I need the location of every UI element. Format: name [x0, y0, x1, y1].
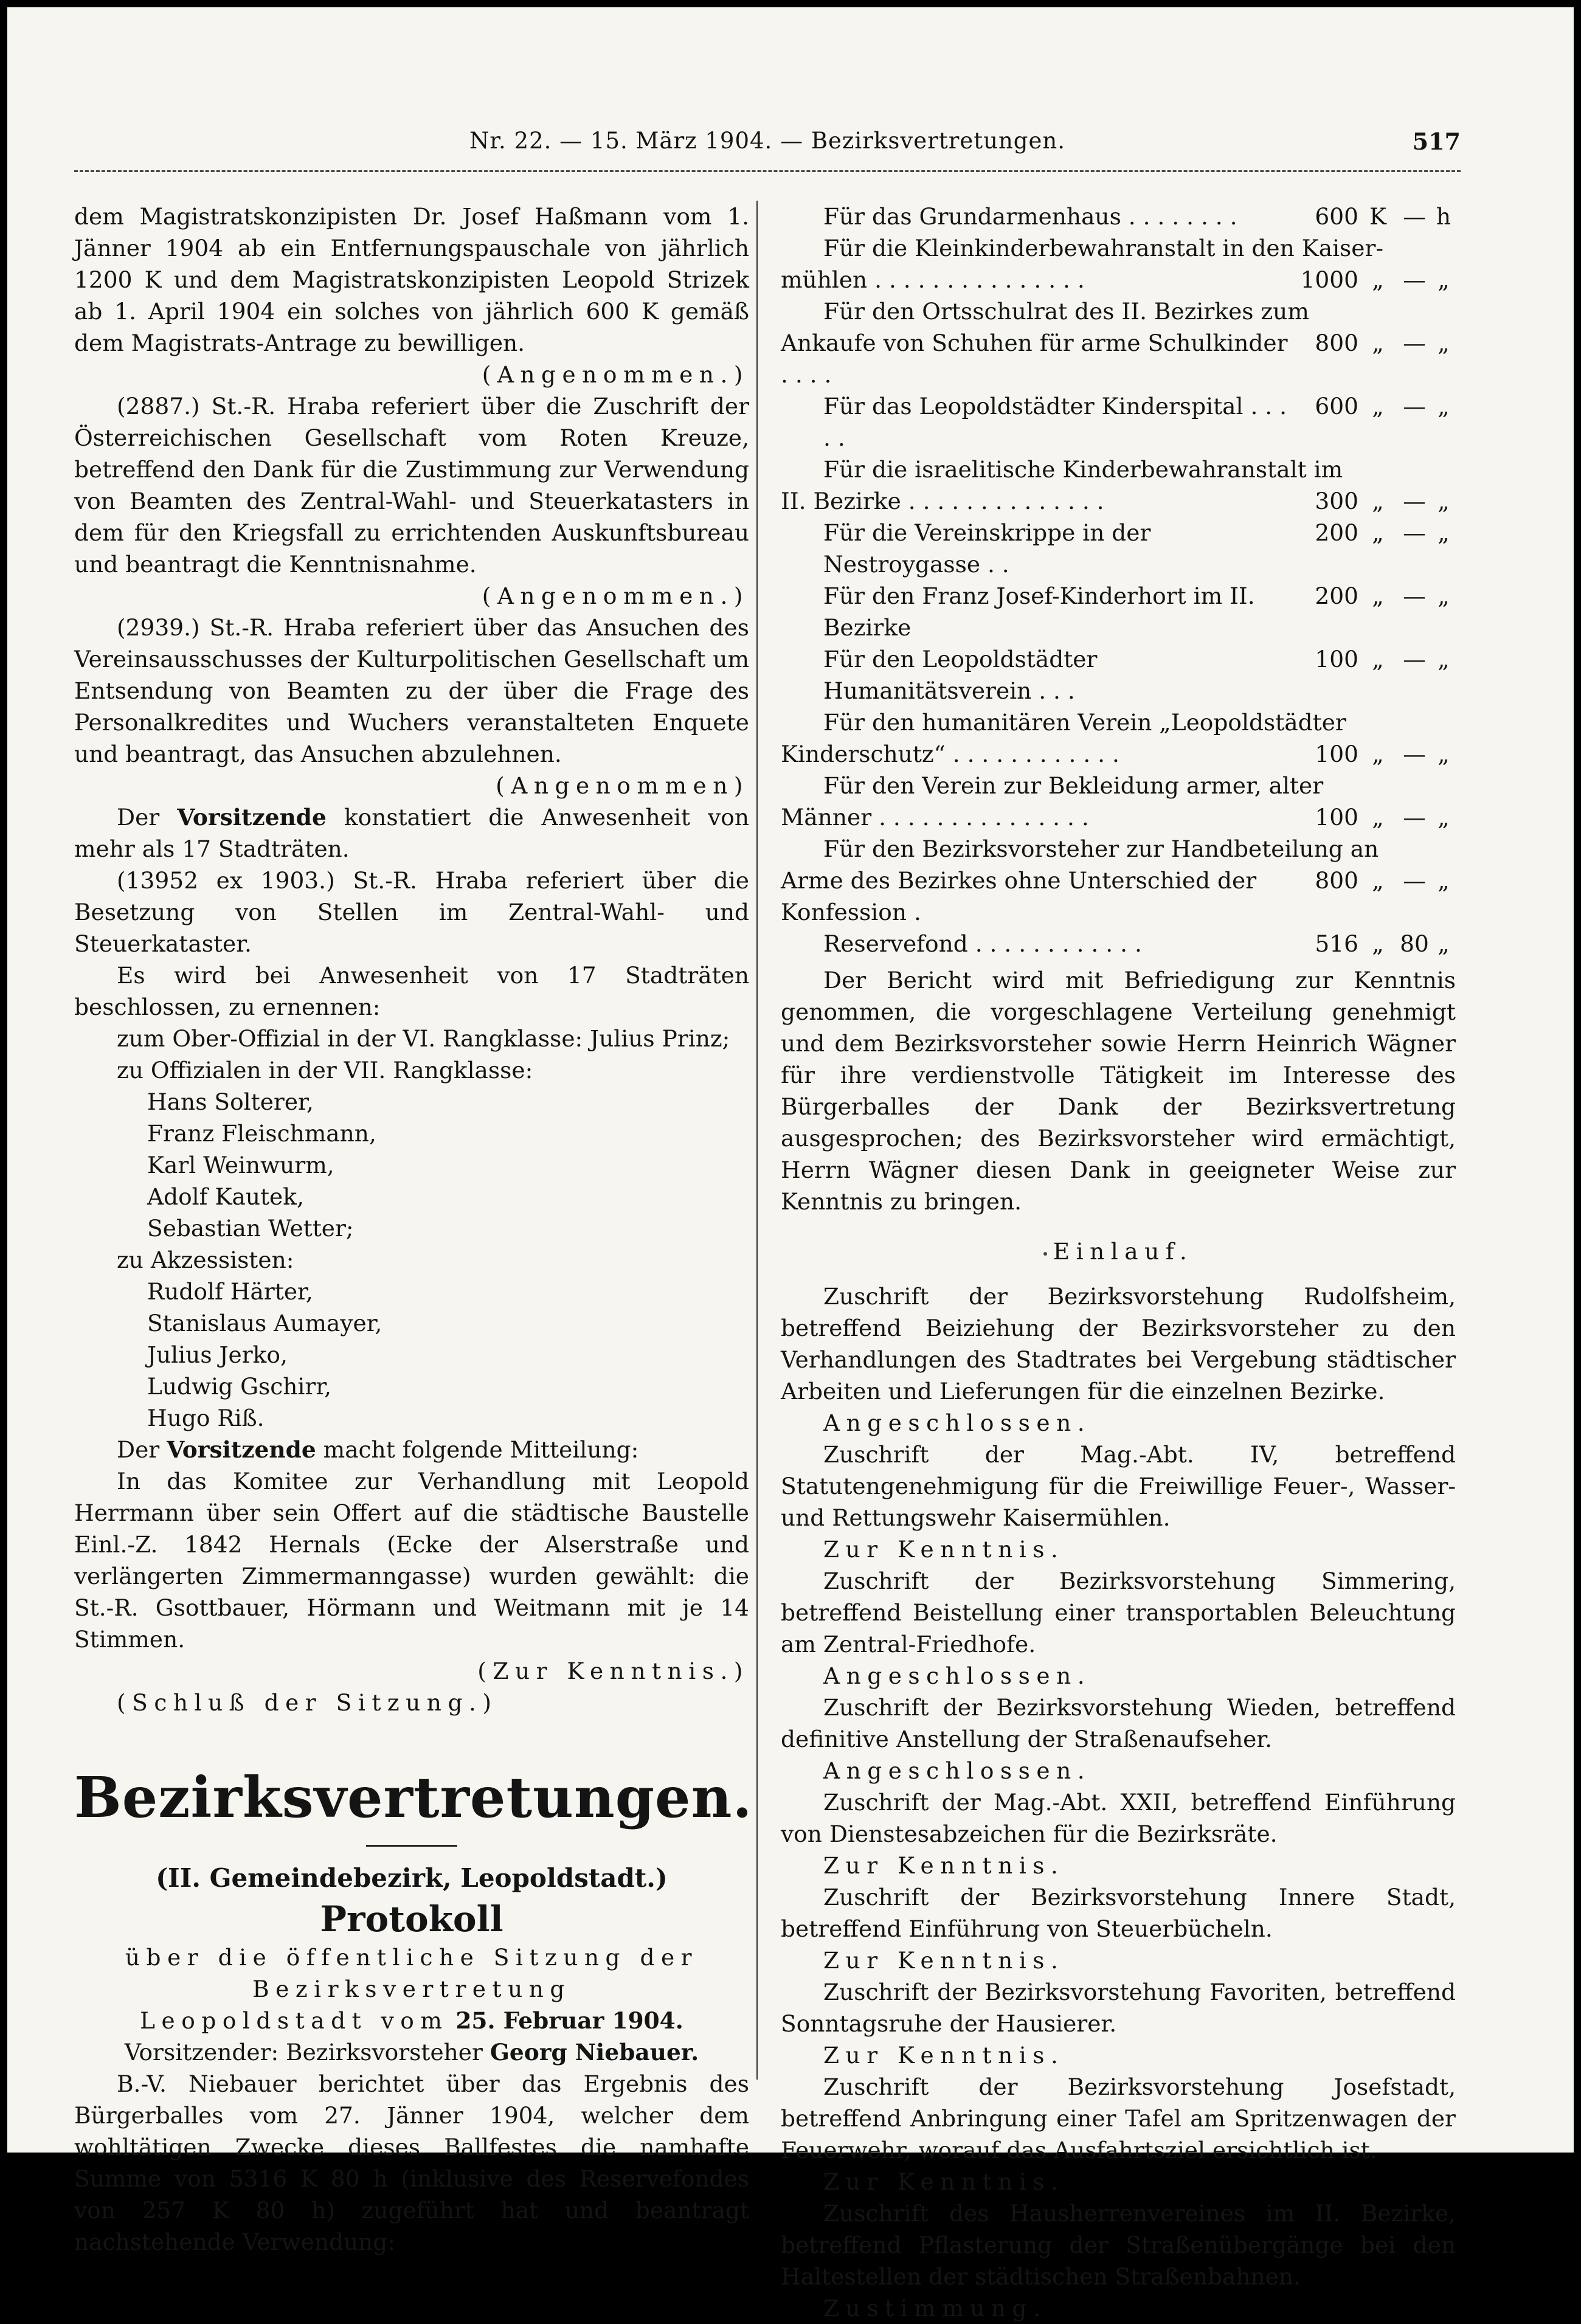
- paragraph: (2887.) St.-R. Hraba referiert über die Zuschrift der Österreichischen Gesellschaft vom Roten Kreuze, betreffend den Dank für die Zustimmung zur Verwendung von Beamten des Zentral-Wahl- und Steuerkatasters in dem für den Kriegsfall zu errichtenden Auskunftsbureau und beantragt die Kenntnisnahme.: [74, 393, 749, 578]
- allocation-tail: „: [1437, 583, 1450, 609]
- header-rule: [74, 170, 1461, 172]
- allocation-item: [781, 454, 1456, 517]
- paragraph: Es wird bei Anwesenheit von 17 Stadträten beschlossen, zu ernennen:: [74, 962, 749, 1020]
- item-result: Zustimmung.: [823, 2295, 1047, 2322]
- allocation-amount: 200: [1315, 583, 1358, 609]
- allocation-unit: „: [1372, 519, 1384, 546]
- paragraph: B.-V. Niebauer berichtet über das Ergebnis des Bürgerballes vom 27. Jänner 1904, welcher dem wohltätigen Zwecke dieses Ballfestes die namhafte Summe von 5316 K 80 h (inklusive des Reservefondes von 257 K 80 h) zugeführt hat und beantragt nachstehende Verwendung:: [74, 2070, 749, 2255]
- allocation-label: mühlen . . . . . . . . . . . . . . .: [781, 266, 1085, 293]
- running-title: Nr. 22. — 15. März 1904. — Bezirksvertretungen.: [469, 128, 1065, 154]
- allocation-tail: „: [1437, 330, 1450, 356]
- allocation-cents: 80: [1400, 930, 1429, 957]
- item-result: Zur Kenntnis.: [823, 1947, 1065, 1974]
- allocation-tail: „: [1437, 867, 1450, 894]
- allocation-label: Für den Bezirksvorsteher zur Handbeteilung an: [823, 835, 1379, 862]
- name-item: Hugo Riß.: [147, 1405, 265, 1431]
- text: Vorsitzender: Bezirksvorsteher: [124, 2039, 483, 2066]
- allocation-amount: 800: [1315, 867, 1358, 894]
- allocation-item: [781, 517, 1456, 580]
- session-line: über die öffentliche Sitzung der Bezirksvertretung: [125, 1944, 699, 2002]
- item-result: Angeschlossen.: [823, 1409, 1091, 1436]
- paragraph: In das Komitee zur Verhandlung mit Leopold Herrmann über sein Offert auf die städtische Baustelle Einl.-Z. 1842 Hernals (Ecke der Alserstraße und verlängerten Zimmermanngasse) wurden gewählt: die St.-R. Gsottbauer, Hörmann und Weitmann mit je 14 Stimmen.: [74, 1468, 749, 1653]
- allocation-list: [781, 201, 1456, 960]
- incoming-item: Zuschrift der Bezirksvorstehung Wieden, betreffend definitive Anstellung der Straßenaufseher.: [781, 1694, 1456, 1752]
- divider: [366, 1845, 457, 1847]
- paragraph: [74, 1434, 749, 1465]
- paragraph: (13952 ex 1903.) St.-R. Hraba referiert über die Besetzung von Stellen im Zentral-Wahl- und Steuerkataster.: [74, 867, 749, 957]
- name-item: Adolf Kautek,: [147, 1183, 304, 1210]
- allocation-label: Für die Vereinskrippe in der Nestroygasse . .: [823, 519, 1151, 578]
- newspaper-page: [7, 7, 1574, 2322]
- incoming-item: Zuschrift der Mag.-Abt. IV, betreffend Statutengenehmigung für die Freiwillige Feuer-, Wasser- und Rettungswehr Kaisermühlen.: [781, 1441, 1456, 1531]
- allocation-tail: „: [1437, 488, 1450, 514]
- allocation-cents: —: [1403, 203, 1426, 230]
- incoming-item: Zuschrift der Bezirksvorstehung Josefstadt, betreffend Anbringung einer Tafel am Spritzenwagen der Feuerwehr, worauf das Ausfahrtsziel ersichtlich ist.: [781, 2073, 1456, 2163]
- allocation-cents: —: [1403, 488, 1426, 514]
- allocation-amount: 100: [1315, 646, 1358, 673]
- chair-line: [74, 2036, 749, 2068]
- district-subtitle: (II. Gemeindebezirk, Leopoldstadt.): [156, 1863, 668, 1893]
- allocation-item: [781, 833, 1456, 928]
- paragraph: dem Magistratskonzipisten Dr. Josef Haßmann vom 1. Jänner 1904 ab ein Entfernungspauschale von jährlich 1200 K und dem Magistratskonzipisten Leopold Strizek ab 1. April 1904 ein solches von jährlich 600 K gemäß dem Magistrats-Antrage zu bewilligen.: [74, 203, 749, 356]
- text: Leopoldstadt vom: [140, 2007, 449, 2034]
- allocation-cents: —: [1403, 741, 1426, 767]
- allocation-tail: „: [1437, 393, 1450, 420]
- resolution-note: (Angenommen.): [482, 361, 749, 388]
- chair-name: Georg Niebauer.: [490, 2039, 699, 2066]
- name-item: Ludwig Gschirr,: [147, 1373, 332, 1400]
- allocation-cents: —: [1403, 330, 1426, 356]
- allocation-unit: „: [1372, 867, 1384, 894]
- session-line: [74, 2005, 749, 2036]
- allocation-label: Ankaufe von Schuhen für arme Schulkinder . . . .: [781, 330, 1288, 388]
- incoming-item: Zuschrift der Bezirksvorstehung Innere Stadt, betreffend Einführung von Steuerbücheln.: [781, 1884, 1456, 1942]
- allocation-item: [781, 201, 1456, 232]
- name-item: Rudolf Härter,: [147, 1278, 313, 1305]
- allocation-row: [781, 485, 1456, 517]
- item-result: Zur Kenntnis.: [823, 2168, 1065, 2195]
- item-result: Zur Kenntnis.: [823, 1852, 1065, 1879]
- left-column: [74, 201, 753, 2258]
- item-result: Angeschlossen.: [823, 1662, 1091, 1689]
- incoming-item: Zuschrift der Bezirksvorstehung Rudolfsheim, betreffend Beiziehung der Bezirksvorsteher zu den Verhandlungen des Stadtrates bei Vergebung städtischer Arbeiten und Lieferungen für die einzelnen Bezirke.: [781, 1283, 1456, 1405]
- incoming-item: Zuschrift des Hausherrenvereines im II. Bezirke, betreffend Pflasterung der Straßenübergänge bei den Haltestellen der städtischen Straßenbahnen.: [781, 2200, 1456, 2290]
- allocation-unit: „: [1372, 393, 1384, 420]
- section-title: Bezirksvertretungen.: [74, 1765, 753, 1830]
- allocation-item: [781, 390, 1456, 454]
- text: Einlauf.: [1053, 1238, 1194, 1265]
- list-heading: zum Ober-Offizial in der VI. Rangklasse: Julius Prinz;: [117, 1025, 730, 1052]
- allocation-unit: „: [1372, 930, 1384, 957]
- item-result: Zur Kenntnis.: [823, 2042, 1065, 2069]
- allocation-tail: „: [1437, 804, 1450, 831]
- text: macht folgende Mitteilung:: [323, 1436, 639, 1463]
- allocation-amount: 200: [1315, 519, 1358, 546]
- allocation-cents: —: [1403, 519, 1426, 546]
- allocation-label: Für den Franz Josef-Kinderhort im II. Bezirke: [823, 583, 1255, 641]
- text: konstatiert die Anwesenheit von mehr als 17 Stadträten.: [74, 804, 750, 862]
- allocation-row: [781, 643, 1456, 707]
- allocation-cents: —: [1403, 646, 1426, 673]
- allocation-label: Für den humanitären Verein „Leopoldstädter: [823, 709, 1346, 736]
- allocation-tail: „: [1437, 646, 1450, 673]
- allocation-tail: „: [1437, 930, 1450, 957]
- allocation-cents: —: [1403, 583, 1426, 609]
- paragraph: Der Bericht wird mit Befriedigung zur Kenntnis genommen, die vorgeschlagene Verteilung genehmigt und dem Bezirksvorsteher sowie Herrn Heinrich Wägner für ihre verdienstvolle Tätigkeit im Interesse des Bürgerballes der Dank der Bezirksvertretung ausgesprochen; des Bezirksvorsteher wird ermächtigt, Herrn Wägner diesen Dank in geeigneter Weise zur Kenntnis zu bringen.: [781, 967, 1456, 1215]
- allocation-row: [781, 390, 1456, 454]
- item-result: Zur Kenntnis.: [823, 1536, 1065, 1563]
- allocation-row: [781, 264, 1456, 296]
- allocation-cents: —: [1403, 804, 1426, 831]
- allocation-cents: —: [1403, 266, 1426, 293]
- chair-label: Vorsitzende: [177, 804, 327, 831]
- right-column: [781, 201, 1456, 2324]
- allocation-label: Für die Kleinkinderbewahranstalt in den Kaiser-: [823, 235, 1384, 261]
- item-result: Angeschlossen.: [823, 1757, 1091, 1784]
- protocol-heading: Protokoll: [320, 1898, 503, 1940]
- resolution-note: (Angenommen.): [482, 583, 749, 609]
- einlauf-heading: [781, 1236, 1456, 1267]
- allocation-row: [781, 517, 1456, 580]
- allocation-item: [781, 707, 1456, 770]
- session-date: 25. Februar 1904.: [455, 2007, 683, 2034]
- allocation-label: Für den Verein zur Bekleidung armer, alter: [823, 772, 1324, 799]
- allocation-unit: „: [1372, 646, 1384, 673]
- page-number: 517: [1412, 128, 1461, 155]
- name-item: Karl Weinwurm,: [147, 1152, 334, 1178]
- allocation-unit: „: [1372, 266, 1384, 293]
- allocation-label: Für das Grundarmenhaus . . . . . . . .: [823, 203, 1237, 230]
- allocation-label: II. Bezirke . . . . . . . . . . . . . .: [781, 488, 1104, 514]
- incoming-item: Zuschrift der Mag.-Abt. XXII, betreffend Einführung von Dienstesabzeichen für die Bezirksräte.: [781, 1789, 1456, 1847]
- allocation-label: Reservefond . . . . . . . . . . . .: [823, 930, 1142, 957]
- allocation-row: [781, 738, 1456, 770]
- allocation-unit: „: [1372, 488, 1384, 514]
- allocation-tail: „: [1437, 741, 1450, 767]
- allocation-label: Männer . . . . . . . . . . . . . . .: [781, 804, 1089, 831]
- incoming-items: [781, 1281, 1456, 2324]
- allocation-cents: —: [1403, 867, 1426, 894]
- name-item: Sebastian Wetter;: [147, 1215, 354, 1242]
- incoming-item: Zuschrift der Bezirksvorstehung Simmering, betreffend Beistellung einer transportablen Beleuchtung am Zentral-Friedhofe.: [781, 1568, 1456, 1658]
- name-item: Franz Fleischmann,: [147, 1120, 376, 1147]
- resolution-note: (Angenommen): [496, 772, 749, 799]
- allocation-amount: 100: [1315, 741, 1358, 767]
- allocation-item: [781, 232, 1456, 296]
- allocation-amount: 600: [1315, 393, 1358, 420]
- allocation-unit: K: [1369, 203, 1386, 230]
- allocation-tail: „: [1437, 519, 1450, 546]
- allocation-unit: „: [1372, 583, 1384, 609]
- page-header: [74, 128, 1461, 164]
- allocation-amount: 100: [1315, 804, 1358, 831]
- chair-label: Vorsitzende: [167, 1436, 316, 1463]
- allocation-unit: „: [1372, 804, 1384, 831]
- resolution-note: (Zur Kenntnis.): [477, 1658, 749, 1684]
- allocation-label: Für den Leopoldstädter Humanitätsverein . . .: [823, 646, 1098, 704]
- allocation-row: [781, 580, 1456, 643]
- allocation-row: [781, 865, 1456, 928]
- incoming-item: Zuschrift der Bezirksvorstehung Favoriten, betreffend Sonntagsruhe der Hausierer.: [781, 1979, 1456, 2037]
- allocation-item: [781, 928, 1456, 960]
- allocation-cents: —: [1403, 393, 1426, 420]
- allocation-amount: 600: [1315, 203, 1358, 230]
- name-item: Stanislaus Aumayer,: [147, 1310, 382, 1337]
- allocation-label: Arme des Bezirkes ohne Unterschied der Konfession .: [781, 867, 1257, 925]
- name-item: Hans Solterer,: [147, 1088, 314, 1115]
- text: Der: [117, 1436, 160, 1463]
- allocation-label: Kinderschutz“ . . . . . . . . . . . .: [781, 741, 1119, 767]
- allocation-row: [781, 801, 1456, 833]
- name-item: Julius Jerko,: [147, 1341, 288, 1368]
- allocation-amount: 800: [1315, 330, 1358, 356]
- allocation-item: [781, 580, 1456, 643]
- text: Der: [117, 804, 160, 831]
- column-divider: [756, 201, 758, 2080]
- allocation-unit: „: [1372, 330, 1384, 356]
- allocation-row: [781, 327, 1456, 390]
- allocation-row: [781, 201, 1456, 232]
- allocation-row: [781, 928, 1456, 960]
- paragraph: [74, 801, 749, 865]
- allocation-amount: 300: [1315, 488, 1358, 514]
- allocation-amount: 1000: [1300, 266, 1358, 293]
- allocation-item: [781, 643, 1456, 707]
- session-end: (Schluß der Sitzung.): [117, 1689, 498, 1716]
- list-heading: zu Akzessisten:: [117, 1247, 294, 1273]
- list-heading: zu Offizialen in der VII. Rangklasse:: [117, 1057, 533, 1084]
- allocation-label: Für die israelitische Kinderbewahranstalt im: [823, 456, 1343, 483]
- allocation-tail: „: [1437, 266, 1450, 293]
- allocation-amount: 516: [1315, 930, 1358, 957]
- allocation-label: Für das Leopoldstädter Kinderspital . . . . .: [823, 393, 1287, 451]
- allocation-tail: h: [1436, 203, 1451, 230]
- paragraph: (2939.) St.-R. Hraba referiert über das Ansuchen des Vereinsausschusses der Kulturpolitischen Gesellschaft um Entsendung von Beamten zu der über die Frage des Personalkredites und Wuchers veranstalteten Enquete und beantragt, das Ansuchen abzulehnen.: [74, 614, 749, 767]
- bullet-icon: [1043, 1252, 1047, 1256]
- allocation-unit: „: [1372, 741, 1384, 767]
- allocation-label: Für den Ortsschulrat des II. Bezirkes zum: [823, 298, 1309, 325]
- allocation-item: [781, 770, 1456, 833]
- allocation-item: [781, 296, 1456, 390]
